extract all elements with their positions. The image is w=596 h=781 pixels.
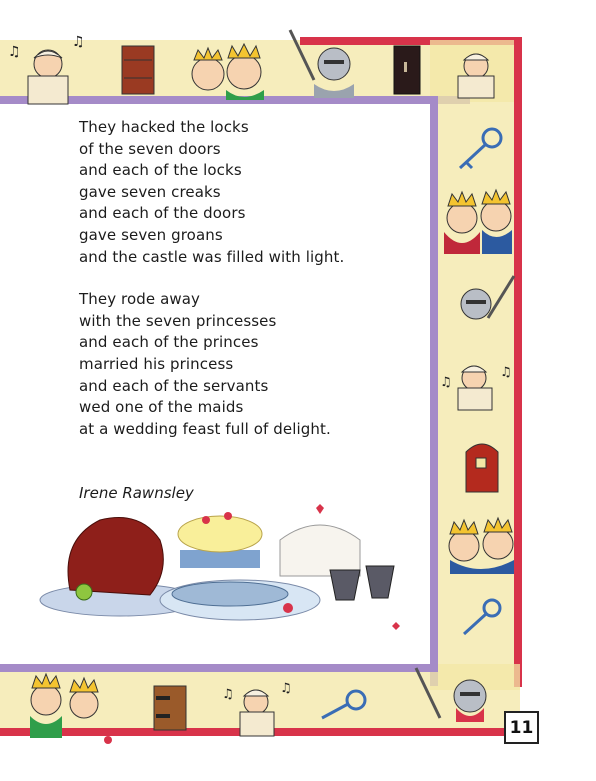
svg-text:♫: ♫ — [440, 375, 452, 390]
poem — [79, 117, 429, 440]
key-icon — [452, 126, 506, 174]
page-number-badge — [504, 711, 539, 744]
wedding-cake-icon — [280, 504, 360, 576]
key-icon — [318, 688, 368, 728]
princess-and-prince-icon — [434, 184, 520, 256]
singing-servant-icon — [436, 352, 516, 414]
poem-line: at a wedding feast full of delight. — [79, 419, 331, 438]
page-number: 11 — [509, 717, 534, 738]
knight-with-sword-icon — [284, 28, 364, 100]
svg-text:♫: ♫ — [72, 34, 85, 50]
prince-and-princess-icon — [178, 38, 278, 100]
wooden-door-icon — [152, 684, 188, 732]
poem-line: They hacked the locks — [79, 118, 249, 136]
poem-line: married his princess — [79, 354, 234, 373]
svg-text:♫: ♫ — [280, 681, 292, 696]
svg-text:♫: ♫ — [500, 365, 512, 380]
singing-maid-icon — [218, 676, 294, 740]
wooden-door-icon — [120, 44, 156, 96]
red-door-icon — [464, 438, 500, 494]
knight-with-sword-icon — [404, 664, 500, 734]
poem-line: They rode away — [79, 290, 201, 309]
poem-line: gave seven creaks — [79, 182, 221, 201]
poem-line: and each of the princes — [79, 333, 259, 352]
singing-maid-icon — [440, 42, 510, 100]
knight-with-sword-icon — [452, 274, 518, 336]
stanza-1 — [79, 117, 429, 268]
goblets-icon — [330, 566, 400, 630]
poem-line: and each of the servants — [79, 376, 269, 395]
poem-line: wed one of the maids — [79, 398, 244, 417]
princess-and-maid-icon — [12, 668, 112, 748]
feast-illustration — [30, 500, 420, 650]
poem-author: Irene Rawnsley — [79, 484, 194, 502]
prince-and-princess-icon — [440, 512, 522, 574]
svg-text:♫: ♫ — [8, 44, 21, 60]
poem-line: gave seven groans — [79, 225, 223, 244]
stanza-2 — [79, 289, 429, 440]
poem-line: and each of the doors — [79, 204, 246, 223]
poem-line: and the castle was filled with light. — [79, 247, 345, 266]
key-icon — [458, 598, 504, 638]
cream-cake-icon — [178, 512, 262, 568]
fish-platter-icon — [160, 580, 320, 620]
singing-servant-icon — [0, 30, 100, 110]
poem-line: of the seven doors — [79, 139, 221, 158]
svg-text:♫: ♫ — [222, 687, 234, 702]
poem-line: with the seven princesses — [79, 311, 277, 330]
dark-door-icon — [392, 44, 422, 96]
poem-line: and each of the locks — [79, 161, 242, 180]
